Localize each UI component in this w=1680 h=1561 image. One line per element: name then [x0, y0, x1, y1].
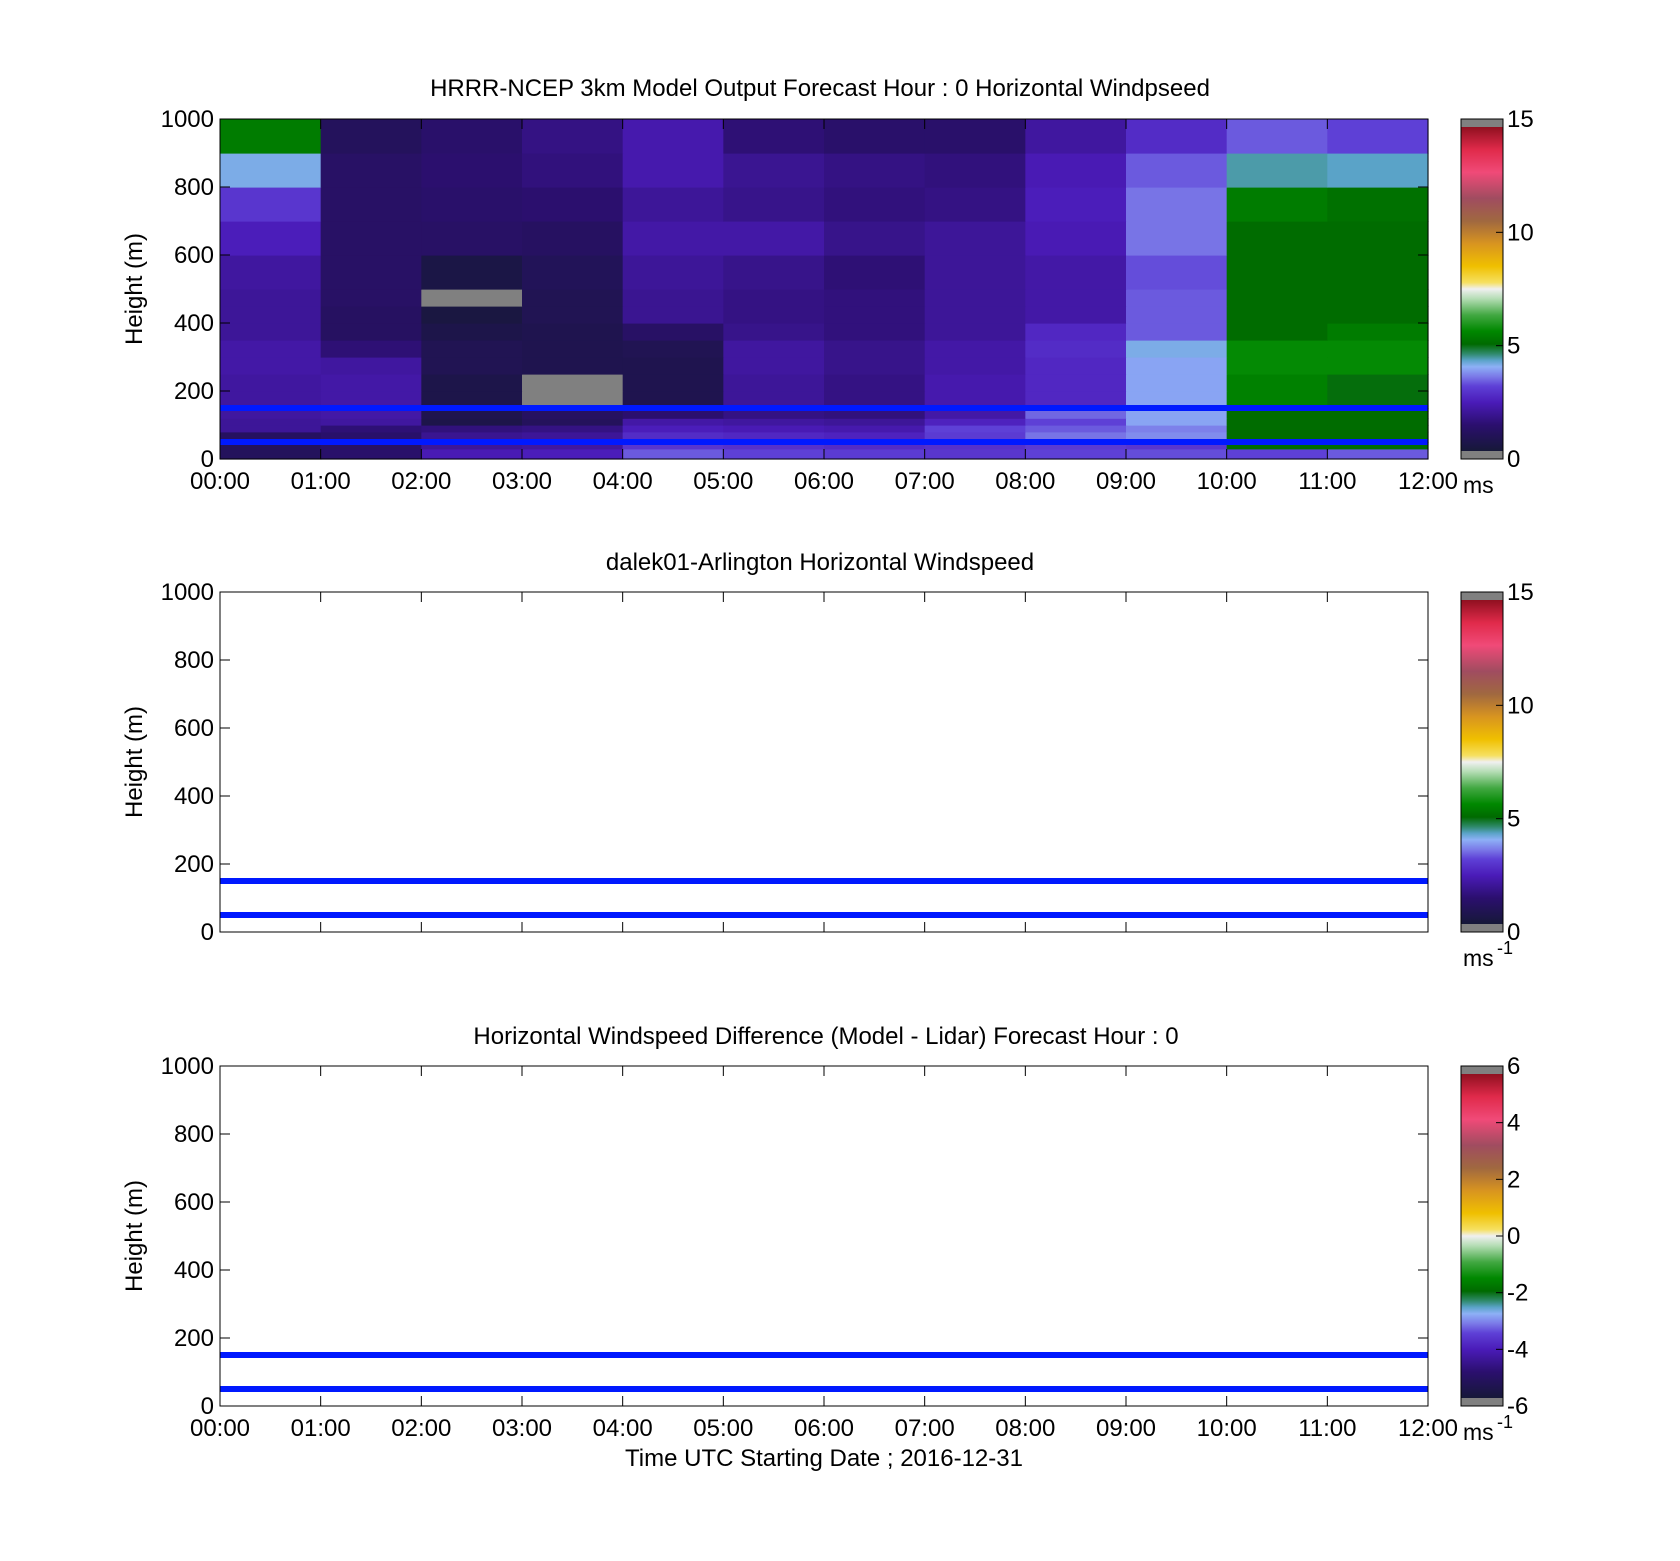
heatmap-cell [824, 221, 925, 256]
heatmap-cell [220, 323, 321, 341]
heatmap-cell [723, 187, 824, 222]
x-tick-label: 07:00 [894, 1415, 955, 1442]
heatmap-cell [1126, 289, 1227, 307]
y-tick-label: 400 [173, 783, 214, 810]
heatmap-cell [421, 411, 522, 418]
heatmap-cell [723, 221, 824, 256]
heatmap-cell [1126, 323, 1227, 341]
heatmap-cell [1025, 418, 1126, 425]
heatmap-cell [220, 187, 321, 222]
heatmap-cell [220, 153, 321, 188]
heatmap-cell [824, 449, 925, 460]
colorbar-tick-label: 4 [1507, 1109, 1521, 1137]
heatmap-cell [321, 411, 422, 418]
colorbar-tick-label: 6 [1507, 1053, 1521, 1080]
heatmap-cell [220, 119, 321, 154]
heatmap-cell [321, 357, 422, 375]
heatmap-cell [1327, 119, 1428, 154]
x-tick-label: 06:00 [793, 468, 855, 495]
heatmap-cell [1227, 374, 1328, 392]
heatmap-cell [1126, 418, 1227, 425]
x-tick-label: 08:00 [995, 468, 1056, 495]
heatmap-cell [623, 119, 724, 154]
colorbar-tick-label: 5 [1507, 805, 1521, 833]
heatmap-cell [623, 411, 724, 418]
heatmap-cell [623, 323, 724, 341]
heatmap-cell [522, 187, 623, 222]
heatmap-cell [723, 374, 824, 392]
y-axis-label: Height (m) [121, 705, 148, 819]
colorbar-ramp [1461, 127, 1503, 451]
heatmap-cell [925, 289, 1026, 307]
heatmap-cell [1327, 449, 1428, 460]
heatmap-cell [1227, 306, 1328, 324]
heatmap-cell [1227, 449, 1328, 460]
heatmap-cell [321, 323, 422, 341]
y-tick-label: 800 [173, 647, 214, 674]
heatmap-cell [1327, 411, 1428, 418]
heatmap-cell [1227, 119, 1328, 154]
x-axis-ticks [190, 1066, 1458, 1442]
heatmap-cell [824, 340, 925, 358]
heatmap-cell [1126, 340, 1227, 358]
x-tick-label: 09:00 [1095, 1415, 1157, 1442]
x-tick-label: 12:00 [1397, 468, 1459, 495]
y-tick-label: 600 [173, 715, 214, 742]
heatmap-cell [1126, 374, 1227, 392]
heatmap-cell [1327, 221, 1428, 256]
heatmap-cell [1327, 306, 1428, 324]
heatmap-cell [1025, 340, 1126, 358]
heatmap-cell [824, 306, 925, 324]
heatmap-cell [1126, 357, 1227, 375]
heatmap-cell [925, 255, 1026, 290]
x-tick-label: 12:00 [1397, 1415, 1459, 1442]
y-tick-label: 600 [173, 242, 214, 269]
x-tick-label: 03:00 [491, 1415, 553, 1442]
colorbar-ramp [1461, 600, 1503, 924]
heatmap-cell [1327, 418, 1428, 425]
y-tick-label: 1000 [160, 106, 214, 133]
colorbar-tick-label: -6 [1507, 1393, 1529, 1420]
x-tick-label: 04:00 [592, 468, 653, 495]
heatmap-cell [1025, 306, 1126, 324]
heatmap-cell [1025, 187, 1126, 222]
heatmap-cell [1327, 340, 1428, 358]
heatmap-cell [723, 411, 824, 418]
heatmap-cell [220, 221, 321, 256]
heatmap-cell [1025, 289, 1126, 307]
colorbar-tick-label: 0 [1507, 1223, 1521, 1250]
heatmap-cell [421, 119, 522, 154]
heatmap-cell [1025, 255, 1126, 290]
heatmap-cell [1227, 221, 1328, 256]
x-tick-label: 00:00 [189, 1415, 251, 1442]
heatmap-cell [623, 153, 724, 188]
heatmap-cell [824, 425, 925, 432]
heatmap-cell [321, 340, 422, 358]
heatmap-cell [421, 153, 522, 188]
x-tick-label: 06:00 [793, 1415, 855, 1442]
colorbar-unit: ms [1463, 945, 1494, 971]
x-tick-label: 10:00 [1196, 1415, 1257, 1442]
colorbar-tick-label: -2 [1507, 1279, 1529, 1307]
heatmap-cell [824, 374, 925, 392]
heatmap-cell [824, 357, 925, 375]
heatmap-cell [1126, 411, 1227, 418]
heatmap-cell [321, 425, 422, 432]
heatmap-cell [421, 449, 522, 460]
y-tick-label: 800 [173, 174, 214, 201]
heatmap-cell [623, 374, 724, 392]
heatmap-cell [1126, 187, 1227, 222]
x-axis-label: Time UTC Starting Date ; 2016-12-31 [625, 1445, 1023, 1472]
heatmap-cell [1025, 374, 1126, 392]
heatmap-cell [1227, 289, 1328, 307]
heatmap-cell [321, 255, 422, 290]
heatmap-cell [723, 449, 824, 460]
heatmap-cell [1227, 418, 1328, 425]
heatmap-cell [723, 153, 824, 188]
heatmap-cell [321, 187, 422, 222]
heatmap-cell [623, 340, 724, 358]
heatmap-cell [220, 340, 321, 358]
heatmap-cell [623, 306, 724, 324]
x-tick-label: 02:00 [391, 1415, 452, 1442]
heatmap-cell [522, 289, 623, 307]
heatmap-cell [1126, 255, 1227, 290]
heatmap-cell [1227, 340, 1328, 358]
heatmap-cell [421, 221, 522, 256]
heatmap-cell [1126, 153, 1227, 188]
x-tick-label: 11:00 [1298, 1415, 1357, 1442]
y-axis-label: Height (m) [121, 1179, 148, 1293]
y-tick-label: 0 [200, 919, 214, 946]
heatmap-cell [623, 357, 724, 375]
heatmap-cell [1025, 221, 1126, 256]
y-tick-label: 400 [173, 1257, 214, 1284]
y-tick-label: 1000 [160, 1053, 214, 1080]
heatmap-cell [1025, 323, 1126, 341]
x-tick-label: 05:00 [693, 1415, 754, 1442]
colorbar-tick-label: 5 [1507, 332, 1521, 360]
heatmap-cell [1327, 187, 1428, 222]
panel-3-title: Horizontal Windspeed Difference (Model - Lidar) Forecast Hour : 0 [473, 1023, 1179, 1050]
y-tick-label: 0 [200, 1393, 214, 1420]
heatmap-cell [522, 425, 623, 432]
x-tick-label: 04:00 [592, 1415, 653, 1442]
colorbar [1461, 579, 1534, 971]
heatmap-cell [522, 306, 623, 324]
heatmap-cell [421, 418, 522, 425]
colorbar-under [1461, 1398, 1503, 1406]
heatmap-cell [824, 418, 925, 425]
heatmap-cell [220, 357, 321, 375]
heatmap-cell [421, 425, 522, 432]
x-tick-label: 09:00 [1095, 468, 1157, 495]
heatmap-cell [824, 411, 925, 418]
heatmap-cell [1126, 221, 1227, 256]
heatmap-cell [522, 255, 623, 290]
heatmap-cell [824, 255, 925, 290]
colorbar [1461, 106, 1534, 498]
heatmap-cell [623, 449, 724, 460]
x-tick-label: 11:00 [1298, 468, 1357, 495]
x-tick-label: 02:00 [391, 468, 452, 495]
panel-lidar [121, 549, 1534, 971]
colorbar-tick-label: 2 [1507, 1166, 1521, 1194]
heatmap-cell [623, 289, 724, 307]
y-tick-label: 200 [173, 1325, 214, 1352]
panel-model-output [121, 75, 1534, 498]
heatmap-cell [1327, 357, 1428, 375]
y-tick-label: 200 [173, 378, 214, 405]
heatmap-cell [220, 374, 321, 392]
heatmap-cell [522, 418, 623, 425]
colorbar-tick-label: 10 [1507, 692, 1534, 720]
heatmap-cell [421, 289, 522, 307]
heatmap-cell [723, 119, 824, 154]
heatmap-cell [925, 340, 1026, 358]
heatmap-cell [321, 418, 422, 425]
colorbar-over [1461, 119, 1503, 127]
heatmap-cell [1327, 255, 1428, 290]
heatmap-cell [723, 357, 824, 375]
x-tick-label: 05:00 [693, 468, 754, 495]
heatmap-cell [723, 323, 824, 341]
heatmap-cell [824, 153, 925, 188]
heatmap-cell [1126, 425, 1227, 432]
heatmap-cell [723, 289, 824, 307]
heatmap-cell [220, 255, 321, 290]
colorbar-tick-label: -4 [1507, 1336, 1529, 1364]
heatmap-cell [1126, 449, 1227, 460]
heatmap-cell [723, 255, 824, 290]
x-tick-label: 00:00 [189, 468, 251, 495]
heatmap-cell [925, 374, 1026, 392]
heatmap-cell [421, 323, 522, 341]
heatmap-cell [1227, 357, 1328, 375]
x-tick-label: 01:00 [290, 468, 351, 495]
heatmap-cell [1025, 119, 1126, 154]
heatmap-cell [522, 119, 623, 154]
heatmap-cell [321, 289, 422, 307]
y-tick-label: 0 [200, 446, 214, 473]
colorbar-unit-exponent: -1 [1497, 1412, 1514, 1432]
heatmap-cell [925, 357, 1026, 375]
colorbar-tick-label: 0 [1507, 446, 1521, 473]
heatmap-cell [522, 411, 623, 418]
heatmap-cell [522, 357, 623, 375]
reference-lines [220, 1355, 1428, 1389]
colorbar-over [1461, 1066, 1503, 1074]
heatmap-cell [925, 119, 1026, 154]
heatmap-cell [925, 153, 1026, 188]
heatmap-cell [1227, 153, 1328, 188]
heatmap-cell [1327, 323, 1428, 341]
heatmap-cell [522, 374, 623, 392]
heatmap-cell [824, 187, 925, 222]
heatmap-cell [220, 306, 321, 324]
heatmap-cell [723, 340, 824, 358]
heatmap-cell [220, 425, 321, 432]
panel-1-title: HRRR-NCEP 3km Model Output Forecast Hour : 0 Horizontal Windpseed [430, 75, 1210, 102]
panel-difference [121, 1023, 1528, 1472]
heatmap-cell [522, 340, 623, 358]
heatmap-cell [623, 425, 724, 432]
heatmap-cell [925, 187, 1026, 222]
colorbar-under [1461, 924, 1503, 932]
y-axis-ticks [161, 1053, 1428, 1420]
heatmap-cell [723, 425, 824, 432]
x-tick-label: 01:00 [290, 1415, 351, 1442]
heatmap-cell [623, 221, 724, 256]
colorbar-tick-label: 10 [1507, 219, 1534, 247]
heatmap-cell [321, 153, 422, 188]
y-tick-label: 600 [173, 1189, 214, 1216]
heatmap-cell [220, 411, 321, 418]
heatmap-cell [1025, 411, 1126, 418]
heatmap-cell [421, 255, 522, 290]
heatmap-cell [824, 289, 925, 307]
x-tick-label: 03:00 [491, 468, 553, 495]
colorbar-tick-label: 15 [1507, 579, 1534, 606]
heatmap-cell [1126, 306, 1227, 324]
heatmap-cell [925, 418, 1026, 425]
heatmap-cell [1327, 425, 1428, 432]
heatmap-cell [824, 323, 925, 341]
colorbar-unit-exponent: -1 [1497, 938, 1514, 958]
heatmap-cell [220, 418, 321, 425]
heatmap-cell [1327, 289, 1428, 307]
heatmap-cell [925, 411, 1026, 418]
heatmap-cell [925, 306, 1026, 324]
y-axis-label: Height (m) [121, 232, 148, 346]
heatmap-cell [1025, 449, 1126, 460]
heatmap-cell [723, 306, 824, 324]
panel-2-title: dalek01-Arlington Horizontal Windspeed [605, 549, 1035, 576]
heatmap-cell [623, 255, 724, 290]
heatmap-cell [824, 119, 925, 154]
heatmap-cell [522, 323, 623, 341]
y-tick-label: 200 [173, 851, 214, 878]
colorbar-over [1461, 592, 1503, 600]
heatmap-cell [522, 153, 623, 188]
colorbar-unit: ms [1463, 472, 1494, 498]
heatmap-cell [522, 221, 623, 256]
heatmap-cell [623, 418, 724, 425]
x-tick-label: 08:00 [995, 1415, 1056, 1442]
colorbar-under [1461, 451, 1503, 459]
x-tick-label: 10:00 [1196, 468, 1257, 495]
heatmap-cell [1327, 374, 1428, 392]
heatmap-cell [1327, 153, 1428, 188]
colorbar-unit: ms [1463, 1419, 1494, 1445]
x-tick-label: 07:00 [894, 468, 955, 495]
y-tick-label: 400 [173, 310, 214, 337]
y-tick-label: 1000 [160, 579, 214, 606]
heatmap-cell [421, 357, 522, 375]
reference-lines [220, 881, 1428, 915]
heatmap-cell [321, 119, 422, 154]
heatmap-cell [925, 221, 1026, 256]
heatmap-cell [321, 449, 422, 460]
heatmap-cell [1227, 255, 1328, 290]
colorbar-tick-label: 15 [1507, 106, 1534, 133]
heatmap-cell [1025, 357, 1126, 375]
heatmap-cell [220, 449, 321, 460]
heatmap-cell [421, 374, 522, 392]
heatmap-cell [1025, 425, 1126, 432]
heatmap-cell [421, 340, 522, 358]
heatmap-cell [421, 187, 522, 222]
heatmap-cell [1025, 153, 1126, 188]
heatmap-cell [1227, 187, 1328, 222]
colorbar-tick-label: 0 [1507, 919, 1521, 946]
heatmap-cell [925, 323, 1026, 341]
y-tick-label: 800 [173, 1121, 214, 1148]
heatmap-cell [623, 187, 724, 222]
heatmap-cell [723, 418, 824, 425]
heatmap-cell [522, 449, 623, 460]
heatmap-cell [321, 306, 422, 324]
heatmap-cell [1126, 119, 1227, 154]
heatmap-cell [925, 449, 1026, 460]
heatmap-cell [1227, 411, 1328, 418]
heatmap-cell [925, 425, 1026, 432]
heatmap-cell [220, 289, 321, 307]
heatmap-cell [321, 221, 422, 256]
y-axis-ticks [161, 579, 1428, 946]
colorbar [1461, 1053, 1528, 1445]
heatmap-cell [421, 306, 522, 324]
heatmap-cell [1227, 425, 1328, 432]
heatmap-cell [321, 374, 422, 392]
heatmap-cell [1227, 323, 1328, 341]
